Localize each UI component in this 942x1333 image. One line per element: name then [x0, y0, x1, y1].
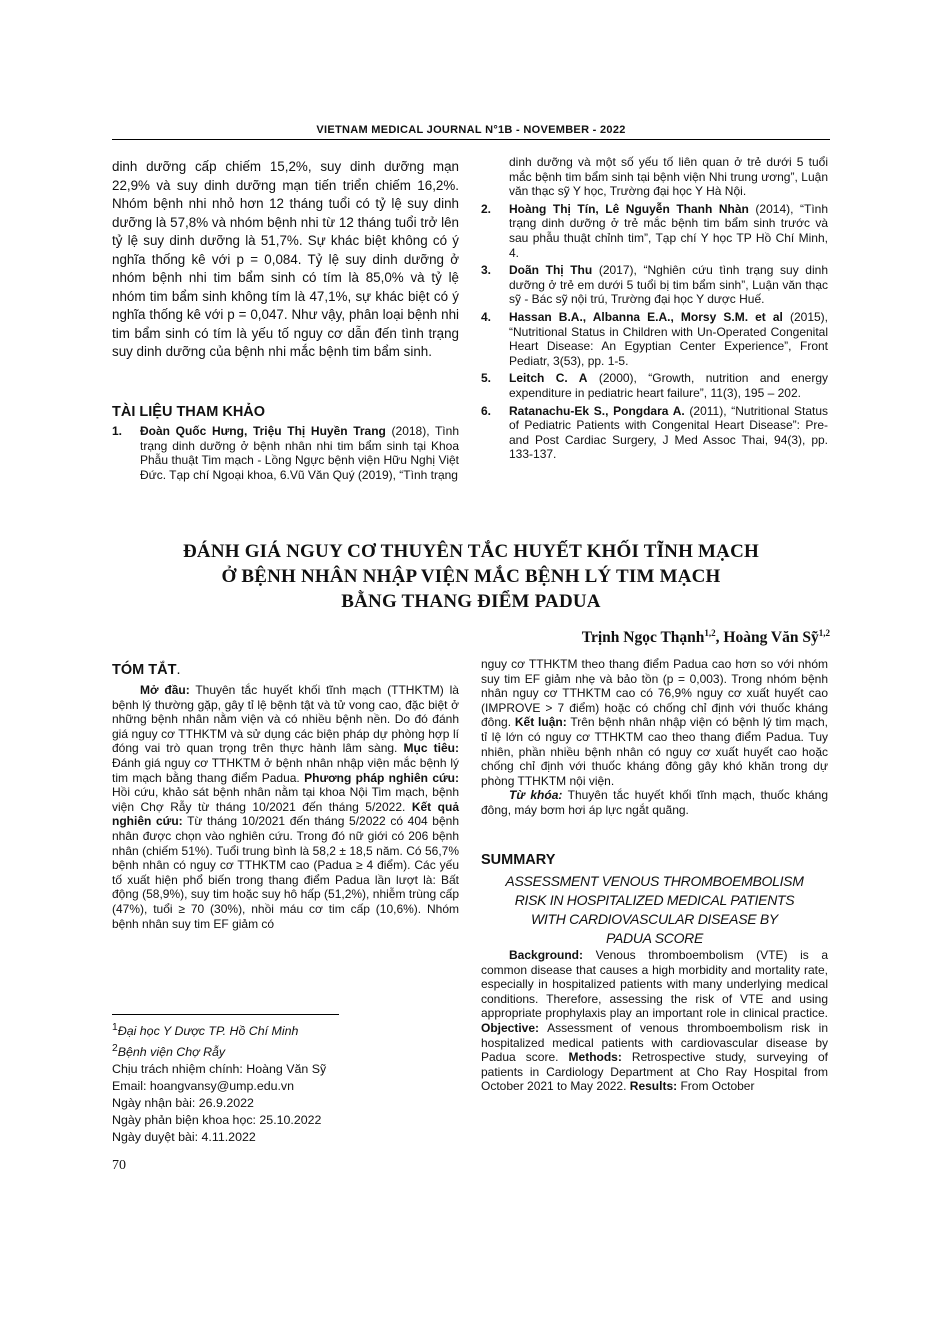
label-keywords: Từ khóa: — [509, 788, 563, 803]
reference-text: (2018), Tình trạng dinh dưỡng ở bệnh nhân nhi tim bẩm sinh tại Khoa Phẫu thuật Tim mạch - Lồng Ngực bệnh viện Hữu Nghị Việt Đức. Tạp chí Ngoại khoa, 6.Vũ Văn Quý (2019), “Tình trạng — [140, 424, 459, 482]
header-rule — [112, 139, 830, 140]
label-intro: Mở đầu: — [140, 683, 190, 697]
author-name: Hoàng Văn Sỹ — [723, 629, 819, 647]
summary-results: From October — [677, 1079, 755, 1094]
reference-text: (2014), “Tình trạng dinh dưỡng ở trẻ mắc bệnh tim bẩm sinh trước và sau phẫu thuật chỉnh tim”, Tạp chí Y học TP Hồ Chí Minh, 4. — [509, 201, 828, 260]
abstract-heading-text: TÓM TẮT — [112, 662, 177, 678]
affiliation-marker: 1 — [112, 1022, 118, 1033]
affiliation-text: Bệnh viện Chợ Rẫy — [117, 1045, 226, 1060]
reference-text: (2017), “Nghiên cứu tình trạng suy dinh dưỡng ở trẻ em dưới 5 tuổi bị tim bẩm sinh”, Luận văn thạc sỹ - Bác sỹ nội trú, Trường đại học Y dược Huế. — [509, 263, 828, 307]
reference-item — [481, 371, 828, 400]
author-separator: , — [715, 629, 724, 647]
reference-authors: Hassan B.A., Albanna E.A., Morsy S.M. et al — [509, 309, 783, 324]
title-line: Ở BỆNH NHÂN NHẬP VIỆN MẮC BỆNH LÝ TIM MẠCH — [221, 566, 721, 587]
reference-number: 4. — [481, 309, 492, 324]
reference-text: (2011), “Nutritional Status of Pediatric Patients with Congenital Heart Disease”: Pre- and Post Cardiac Surgery, J Med Assoc Thai, 94(3), pp. 133-137. — [509, 403, 829, 462]
abstract-intro: Thuyên tắc huyết khối tĩnh mạch (TTHKTM) là bệnh lý thường gặp, gây tỉ lệ bệnh tật và tử vong cao, đặc biệt ở những bệnh nhân nằm viện và có nhiều bệnh nền. Do đó đánh giá nguy cơ TTHKTM và sử dụng các biện pháp dự phòng hợp lí đóng vai trò quan trọng trên thực hành lâm sàng. — [112, 683, 459, 756]
label-aim: Mục tiêu: — [397, 741, 460, 756]
reference-number: 3. — [481, 263, 492, 278]
label-results: Kết quả nghiên cứu: — [112, 799, 459, 829]
reference-authors: Hoàng Thị Tín, Lê Nguyễn Thanh Nhàn — [509, 201, 749, 216]
date-accepted: Ngày duyệt bài: 4.11.2022 — [112, 1130, 256, 1145]
label-background: Background: — [509, 948, 584, 962]
abstract-vi-body — [112, 683, 459, 931]
title-line: BẰNG THANG ĐIỂM PADUA — [341, 591, 601, 612]
label-methods-en: Methods: — [558, 1050, 622, 1065]
abstract-conclusion: Trên bệnh nhân nhập viện có bệnh lý tim mạch, tỉ lệ lớn có nguy cơ TTHKTM cao theo thang điểm Padua. Tuy nhiên, phần nhiều bệnh nhân có nguy cơ xuất huyết cao hoặc chống chỉ định với thuốc kháng đông gây khó khăn trong dự phòng TTHKTM nội viện. — [481, 715, 828, 788]
keywords-text: Thuyên tắc huyết khối tĩnh mạch, thuốc kháng đông, máy bơm hơi áp lực ngắt quãng. — [481, 788, 829, 817]
affiliation-text: Đại học Y Dược TP. Hồ Chí Minh — [117, 1024, 299, 1039]
label-conclusion: Kết luận: — [511, 715, 567, 730]
summary-title — [481, 872, 828, 948]
page-number: 70 — [112, 1158, 126, 1173]
abstract-results-continued: nguy cơ TTHKTM theo thang điểm Padua cao hơn so với nhóm suy tim EF giảm nhẹ và bảo tồn (p = 0,003). Trong nhóm bệnh nhân nguy cơ TTHKTM cao có 76,9% nguy cơ xuất huyết cao (IMPROVE > 7 điểm) hoặc có chống chỉ định với thuốc kháng đông. — [481, 657, 828, 730]
abstract-aim: Đánh giá nguy cơ TTHKTM ở bệnh nhân nhập viện mắc bệnh lý tim mạch bằng thang điểm Padua. — [112, 755, 459, 785]
reference-authors: Leitch C. A — [509, 371, 588, 386]
reference-text: dinh dưỡng và một số yếu tố liên quan ở trẻ dưới 5 tuổi mắc bệnh tim bẩm sinh tại bệnh viện Nhi trung ương”, Luận văn thạc sỹ Y học, Trường đại học Y Hà Nội. — [509, 155, 828, 199]
reference-item — [481, 310, 828, 368]
left-top-paragraph: dinh dưỡng cấp chiếm 15,2%, suy dinh dưỡng mạn 22,9% và suy dinh dưỡng mạn tiến triển chiếm 16,2%. Nhóm bệnh nhi nhỏ hơn 12 tháng tuổi có tỷ lệ suy dinh dưỡng là 57,8% và nhóm bệnh nhi từ 12 tháng tuổi trở lên tỷ lệ suy dinh dưỡng là 51,7%. Sự khác biệt không có ý nghĩa thống kê với p = 0,084. Tỷ lệ suy dinh dưỡng ở nhóm bệnh nhi tim bẩm sinh có tím là 85,0% và tỷ lệ nhóm tim bẩm sinh không tím là 47,1%, sự khác biệt có ý nghĩa thống kê với p = 0,047. Như vậy, phân loại bệnh nhi tim bẩm sinh có tím là yếu tố nguy cơ dẫn đến tình trạng suy dinh dưỡng của bệnh nhi mắc bệnh tim bẩm sinh. — [112, 159, 459, 359]
date-received: Ngày nhận bài: 26.9.2022 — [112, 1096, 254, 1111]
reference-number: 2. — [481, 201, 492, 216]
journal-header: VIETNAM MEDICAL JOURNAL N°1B - NOVEMBER - 2022 — [316, 124, 626, 136]
reference-number: 6. — [481, 403, 492, 418]
keywords — [481, 788, 828, 817]
footnote-rule — [112, 1014, 339, 1015]
reference-number: 5. — [481, 371, 492, 386]
reference-number: 1. — [112, 424, 123, 438]
summary-methods: Retrospective study, surveying of patients in Cardiology Department at Cho Ray Hospital from October 2021 to May 2022. — [481, 1050, 828, 1094]
abstract-results: Từ tháng 10/2021 đến tháng 5/2022 có 404 bệnh nhân được chọn vào nghiên cứu. Trong đó nữ giới có 206 bệnh nhân (chiếm 51%). Tuổi trung bình là 58,2 ± 18,5 năm. Có 56,7% bệnh nhân có nguy cơ TTHKTM cao (Padua ≥ 4 điểm). Các yếu tố xuất hiện phổ biến trong thang điểm Padua lần lượt là: Bất động (58,9%), suy tim hoặc suy hô hấp (51,2%), nhiễm trùng cấp (47%), tuổi ≥ 70 (30%), nhồi máu cơ tim cấp (10,6%). Nhóm bệnh nhân suy tim EF giảm có — [112, 814, 460, 931]
date-reviewed: Ngày phản biện khoa học: 25.10.2022 — [112, 1113, 322, 1128]
abstract-vi-body-continued — [481, 657, 828, 818]
summary-title-line: RISK IN HOSPITALIZED MEDICAL PATIENTS — [514, 892, 795, 908]
title-line: ĐÁNH GIÁ NGUY CƠ THUYÊN TẮC HUYẾT KHỐI TĨNH MẠCH — [183, 541, 759, 562]
reference-text: (2000), “Growth, nutrition and energy expenditure in pediatric heart failure”, 11(3), 195 – 202. — [509, 371, 828, 400]
abstract-heading — [112, 662, 180, 678]
reference-item — [481, 202, 828, 260]
author-affiliation: 1,2 — [818, 628, 830, 638]
affiliation-marker: 2 — [112, 1043, 118, 1055]
author-affiliation: 1,2 — [704, 628, 716, 638]
reference-authors: Đoàn Quốc Hưng, Triệu Thị Huyền Trang — [140, 424, 386, 438]
summary-title-line: PADUA SCORE — [605, 930, 704, 946]
summary-title-line: WITH CARDIOVASCULAR DISEASE BY — [531, 911, 778, 927]
affiliation-1 — [112, 1019, 459, 1040]
summary-objective: Assessment of venous thromboembolism risk in hospitalized medical patients with cardiovascular disease by Padua score. — [481, 1020, 828, 1065]
reference-item — [481, 155, 828, 199]
email: Email: hoangvansy@ump.edu.vn — [112, 1079, 295, 1094]
footnotes — [112, 1019, 459, 1146]
reference-text: (2015), “Nutritional Status in Children with Un-Operated Congenital Heart Disease: An Egyptian Center Experience”, Front Pediatr, 3(53), pp. 1-5. — [509, 309, 828, 368]
summary-heading: SUMMARY — [481, 852, 556, 868]
label-results-en: Results: — [626, 1079, 678, 1094]
abstract-methods: Hồi cứu, khảo sát bệnh nhân nằm tại khoa Nội Tim mạch, bệnh viện Chợ Rẫy từ tháng 10/2021 đến tháng 5/2022. — [112, 785, 459, 814]
reference-item — [481, 263, 828, 307]
reference-list-right — [481, 155, 828, 462]
article-title — [112, 539, 830, 614]
corresponding-author: Chịu trách nhiệm chính: Hoàng Văn Sỹ — [112, 1062, 327, 1077]
label-methods: Phương pháp nghiên cứu: — [299, 770, 460, 785]
reference-item — [481, 404, 828, 462]
reference-item — [112, 424, 459, 482]
author-line — [582, 628, 830, 647]
author-name: Trịnh Ngọc Thạnh — [581, 629, 705, 647]
abstract-heading-suffix: . — [176, 662, 181, 678]
label-objective: Objective: — [481, 1020, 540, 1035]
summary-title-line: ASSESSMENT VENOUS THROMBOEMBOLISM — [505, 873, 804, 889]
references-heading: TÀI LIỆU THAM KHẢO — [112, 404, 266, 420]
reference-list-left — [112, 424, 459, 482]
summary-body — [481, 948, 828, 1094]
reference-authors: Doãn Thị Thu — [509, 263, 593, 278]
summary-background: Venous thromboembolism (VTE) is a common disease that causes a high morbidity and mortality rate, especially in hospitalized patients with many underlying medical conditions. Therefore, assessing the risk of VTE and using appropriate prophylaxis play an important role in clinical practice. — [481, 948, 828, 1021]
affiliation-2 — [112, 1040, 459, 1061]
reference-authors: Ratanachu-Ek S., Pongdara A. — [509, 403, 685, 418]
